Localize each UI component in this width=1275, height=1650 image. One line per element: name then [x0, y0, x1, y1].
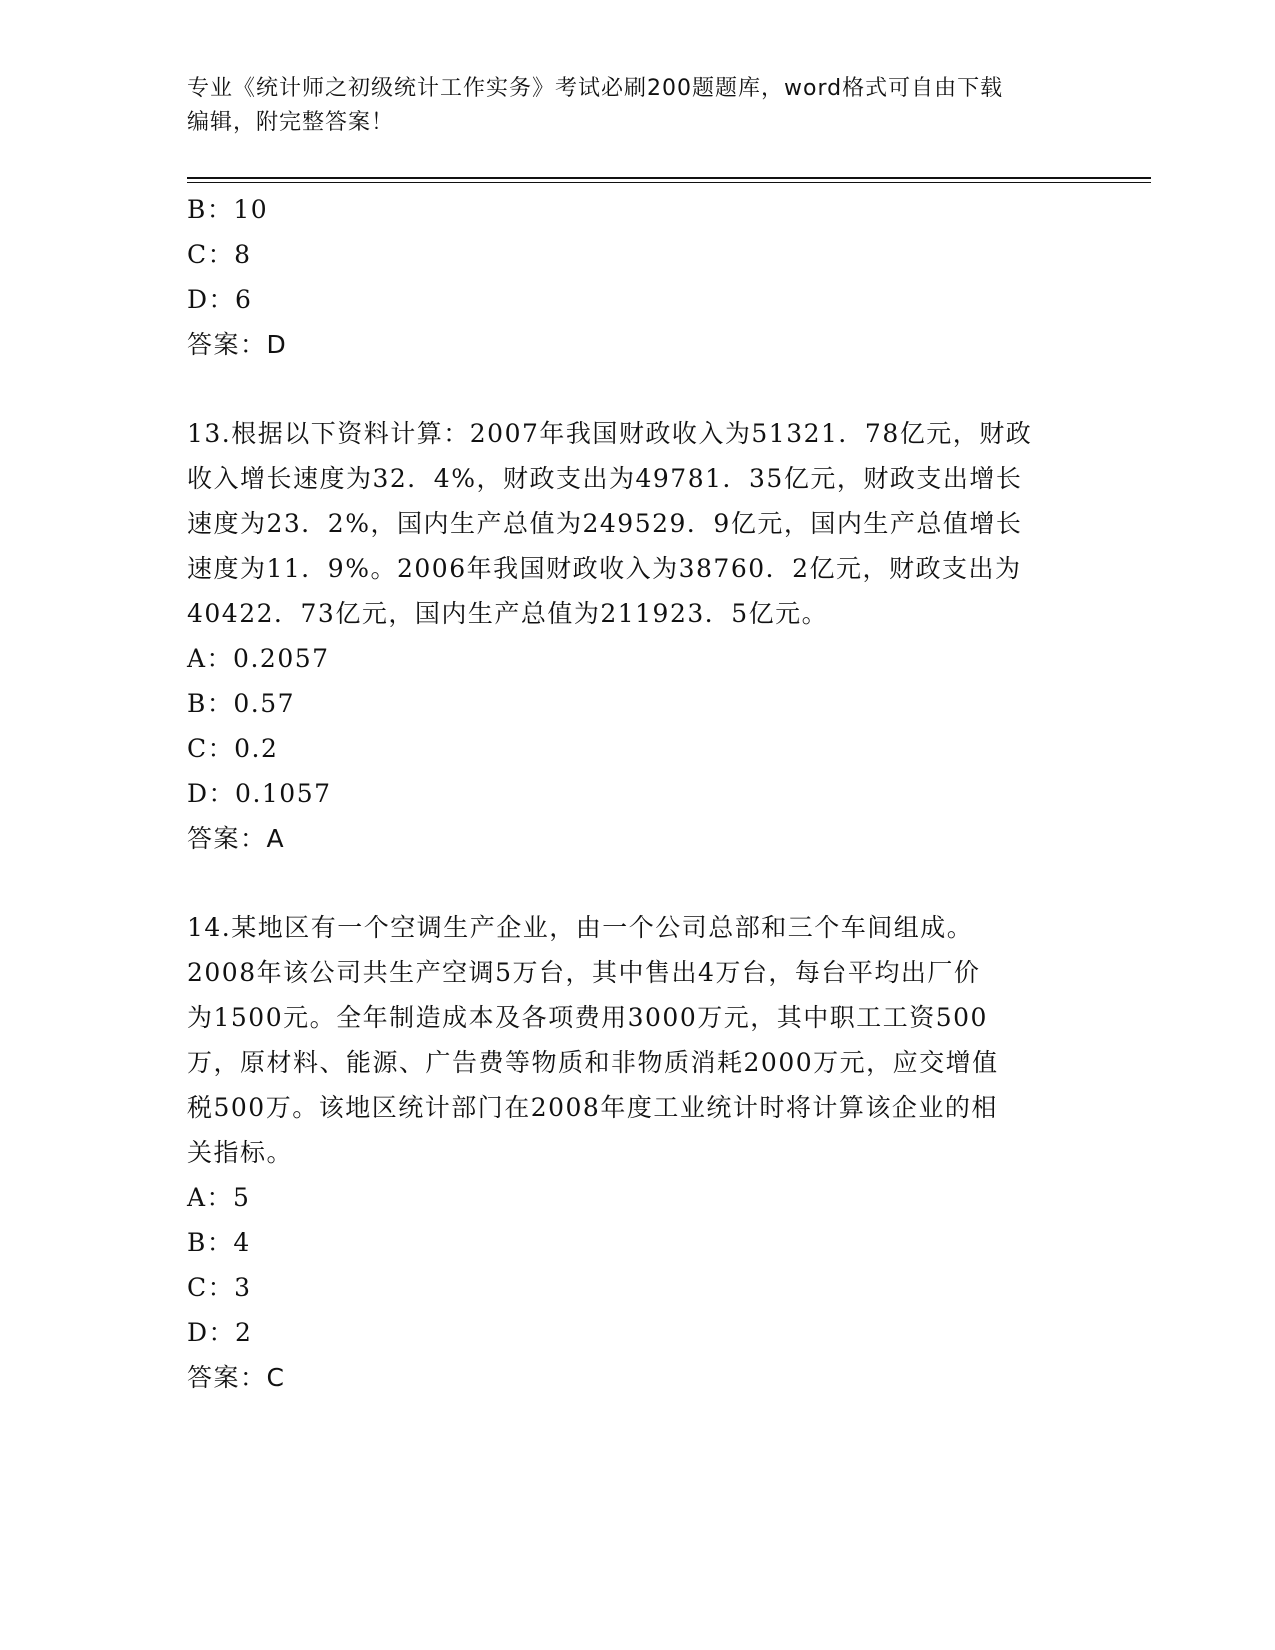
question-line: 速度为23．2%，国内生产总值为249529．9亿元，国内生产总值增长 — [187, 509, 1023, 538]
option-d: D：6 — [187, 285, 253, 314]
option-c: C：8 — [187, 240, 252, 269]
question-line: 2008年该公司共生产空调5万台，其中售出4万台，每台平均出厂价 — [187, 958, 981, 987]
question-line: 14.某地区有一个空调生产企业，由一个公司总部和三个车间组成。 — [187, 913, 974, 942]
option-c: C：0.2 — [187, 734, 279, 763]
option-d: D：0.1057 — [187, 779, 332, 808]
document-header — [187, 72, 1067, 140]
question-line: 速度为11．9%。2006年我国财政收入为38760．2亿元，财政支出为 — [187, 554, 1022, 583]
header-divider-thick — [187, 177, 1151, 179]
option-b: B：4 — [187, 1228, 251, 1257]
question-gap — [187, 368, 1087, 411]
question-text — [187, 905, 1087, 1175]
question-line: 收入增长速度为32．4%，财政支出为49781．35亿元，财政支出增长 — [187, 464, 1023, 493]
option-b: B：10 — [187, 195, 269, 224]
option-a: A：0.2057 — [187, 644, 330, 673]
answer-line: 答案：C — [187, 1363, 286, 1392]
question-line: 为1500元。全年制造成本及各项费用3000万元，其中职工工资500 — [187, 1003, 988, 1032]
question-12-tail — [187, 187, 1087, 368]
option-c: C：3 — [187, 1273, 252, 1302]
header-divider-thin — [187, 182, 1151, 183]
question-text — [187, 411, 1087, 636]
question-gap — [187, 862, 1087, 905]
header-line-1: 专业《统计师之初级统计工作实务》考试必刷200题题库，word格式可自由下载 — [187, 76, 1004, 101]
question-line: 税500万。该地区统计部门在2008年度工业统计时将计算该企业的相 — [187, 1093, 998, 1122]
option-a: A：5 — [187, 1183, 251, 1212]
document-body — [187, 187, 1087, 1401]
question-13 — [187, 411, 1087, 862]
answer-line: 答案：A — [187, 824, 286, 853]
header-line-2: 编辑，附完整答案！ — [187, 110, 395, 135]
question-line: 关指标。 — [187, 1138, 294, 1167]
option-d: D：2 — [187, 1318, 253, 1347]
question-14 — [187, 905, 1087, 1401]
answer-line: 答案：D — [187, 330, 288, 359]
question-line: 万，原材料、能源、广告费等物质和非物质消耗2000万元，应交增值 — [187, 1048, 999, 1077]
option-b: B：0.57 — [187, 689, 296, 718]
question-line: 40422．73亿元，国内生产总值为211923．5亿元。 — [187, 599, 829, 628]
question-line: 13.根据以下资料计算：2007年我国财政收入为51321．78亿元，财政 — [187, 419, 1033, 448]
